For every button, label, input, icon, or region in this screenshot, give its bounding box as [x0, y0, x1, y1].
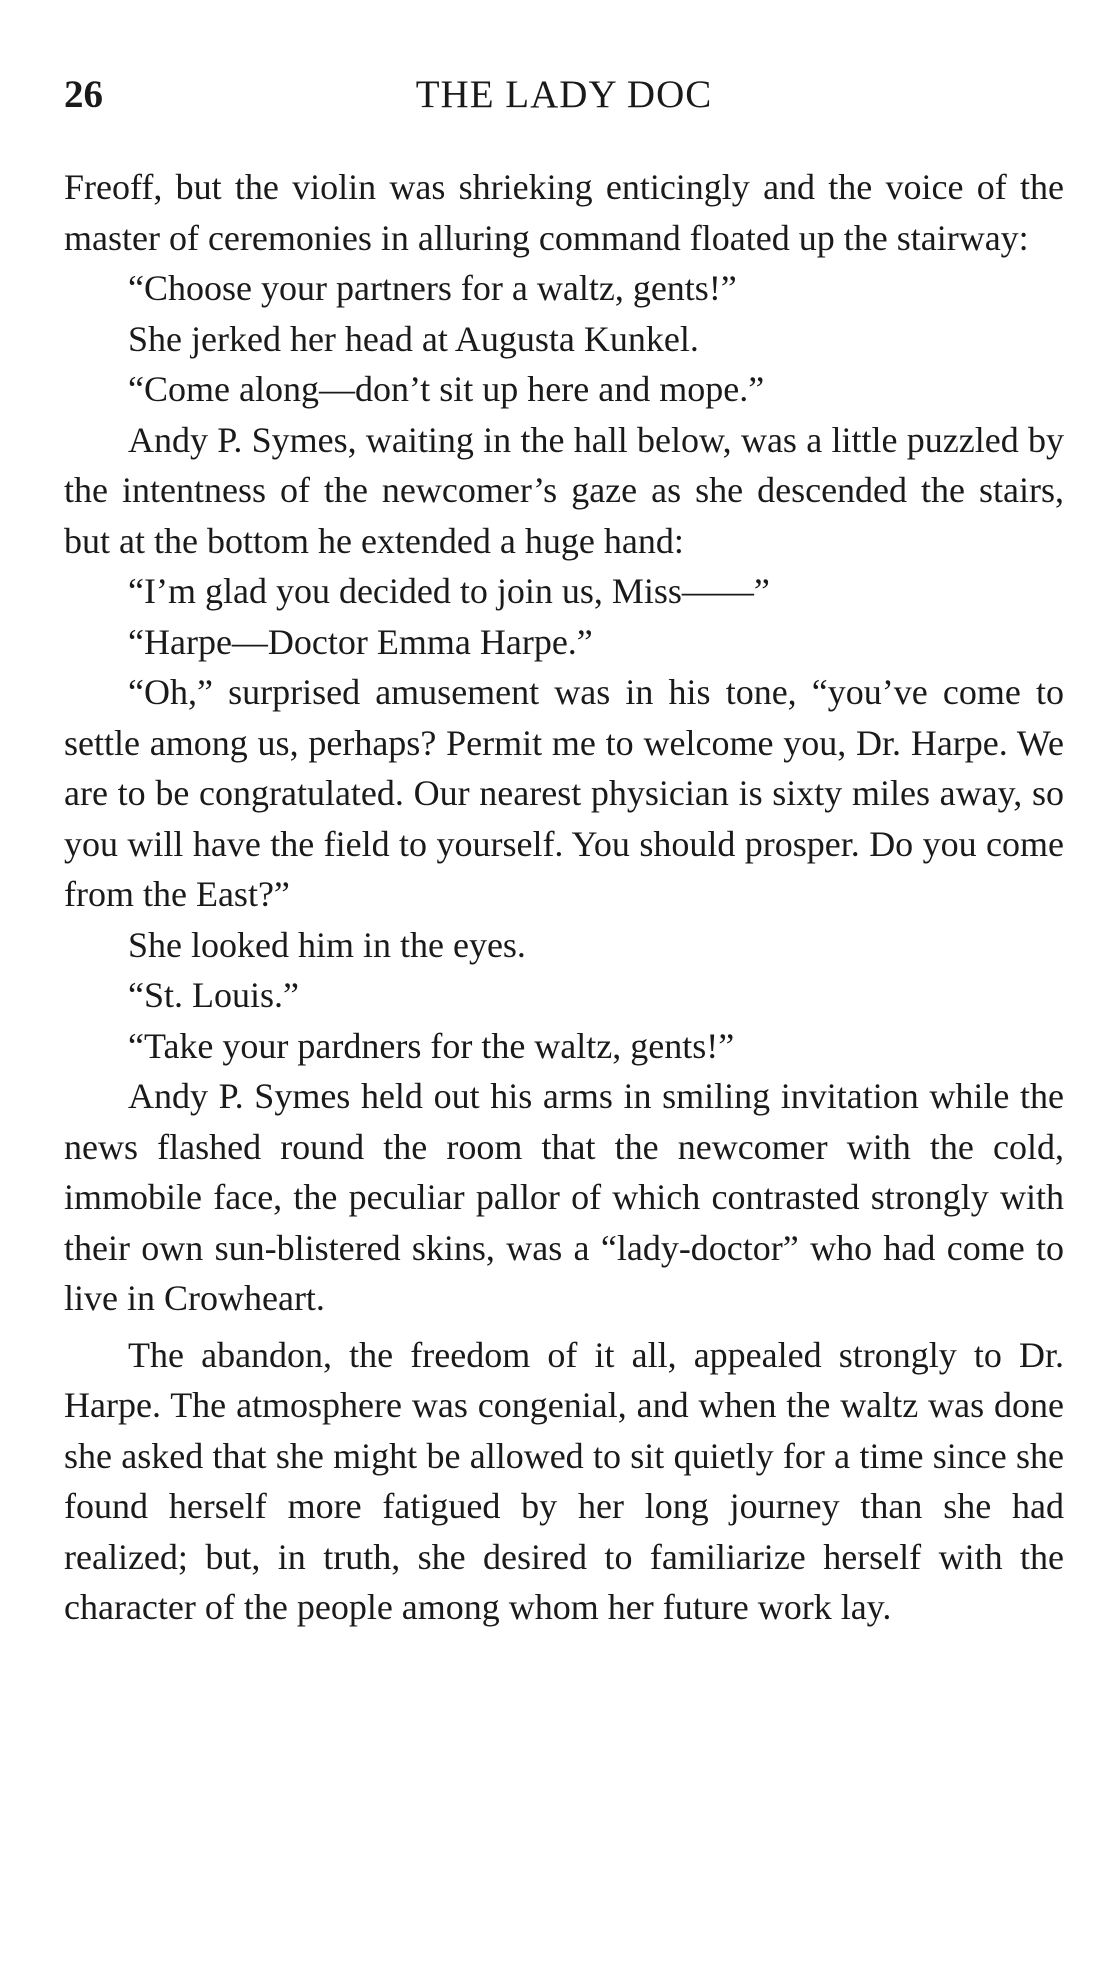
paragraph: She looked him in the eyes.: [128, 924, 526, 965]
book-page: [64, 0, 1064, 1969]
paragraph: “Harpe—Doctor Emma Harpe.”: [128, 621, 593, 662]
paragraph: “Oh,” surprised amusement was in his tone, “you’ve come to settle among us, perhaps? Permit me to welcome you, Dr. Harpe. We are to be congratulated. Our nearest physician is sixty miles away, so you will have the field to yourself. You should prosper. Do you come from the East?”: [64, 672, 1064, 914]
paragraph: She jerked her head at Augusta Kunkel.: [128, 318, 699, 359]
page-number: 26: [64, 73, 103, 116]
running-head: [64, 70, 1064, 120]
paragraph: “I’m glad you decided to join us, Miss——”: [128, 571, 770, 611]
paragraph: The abandon, the freedom of it all, appealed strongly to Dr. Harpe. The atmosphere was congenial, and when the waltz was done she asked that she might be allowed to sit quietly for a time since she found herself more fatigued by her long journey than she had realized; but, in truth, she desired to familiarize herself with the character of the people among whom her future work lay.: [64, 1334, 1064, 1627]
paragraph-continuation: Freoff, but the violin was shrieking enticingly and the voice of the master of ceremonies in alluring command floated up the stairway:: [64, 167, 1064, 258]
body-text: [64, 162, 1064, 1633]
paragraph: “St. Louis.”: [128, 975, 299, 1015]
paragraph: “Come along—don’t sit up here and mope.”: [128, 369, 765, 409]
paragraph: Andy P. Symes, waiting in the hall below, was a little puzzled by the intentness of the newcomer’s gaze as she descended the stairs, but at the bottom he extended a huge hand:: [64, 419, 1064, 561]
running-title: THE LADY DOC: [415, 73, 713, 116]
paragraph: Andy P. Symes held out his arms in smiling invitation while the news flashed round the room that the newcomer with the cold, immobile face, the peculiar pallor of which contrasted strongly with their own sun-blistered skins, was a “lady-doctor” who had come to live in Crowheart.: [64, 1076, 1064, 1318]
paragraph: “Choose your partners for a waltz, gents!”: [128, 268, 737, 308]
paragraph: “Take your pardners for the waltz, gents!”: [128, 1025, 735, 1066]
